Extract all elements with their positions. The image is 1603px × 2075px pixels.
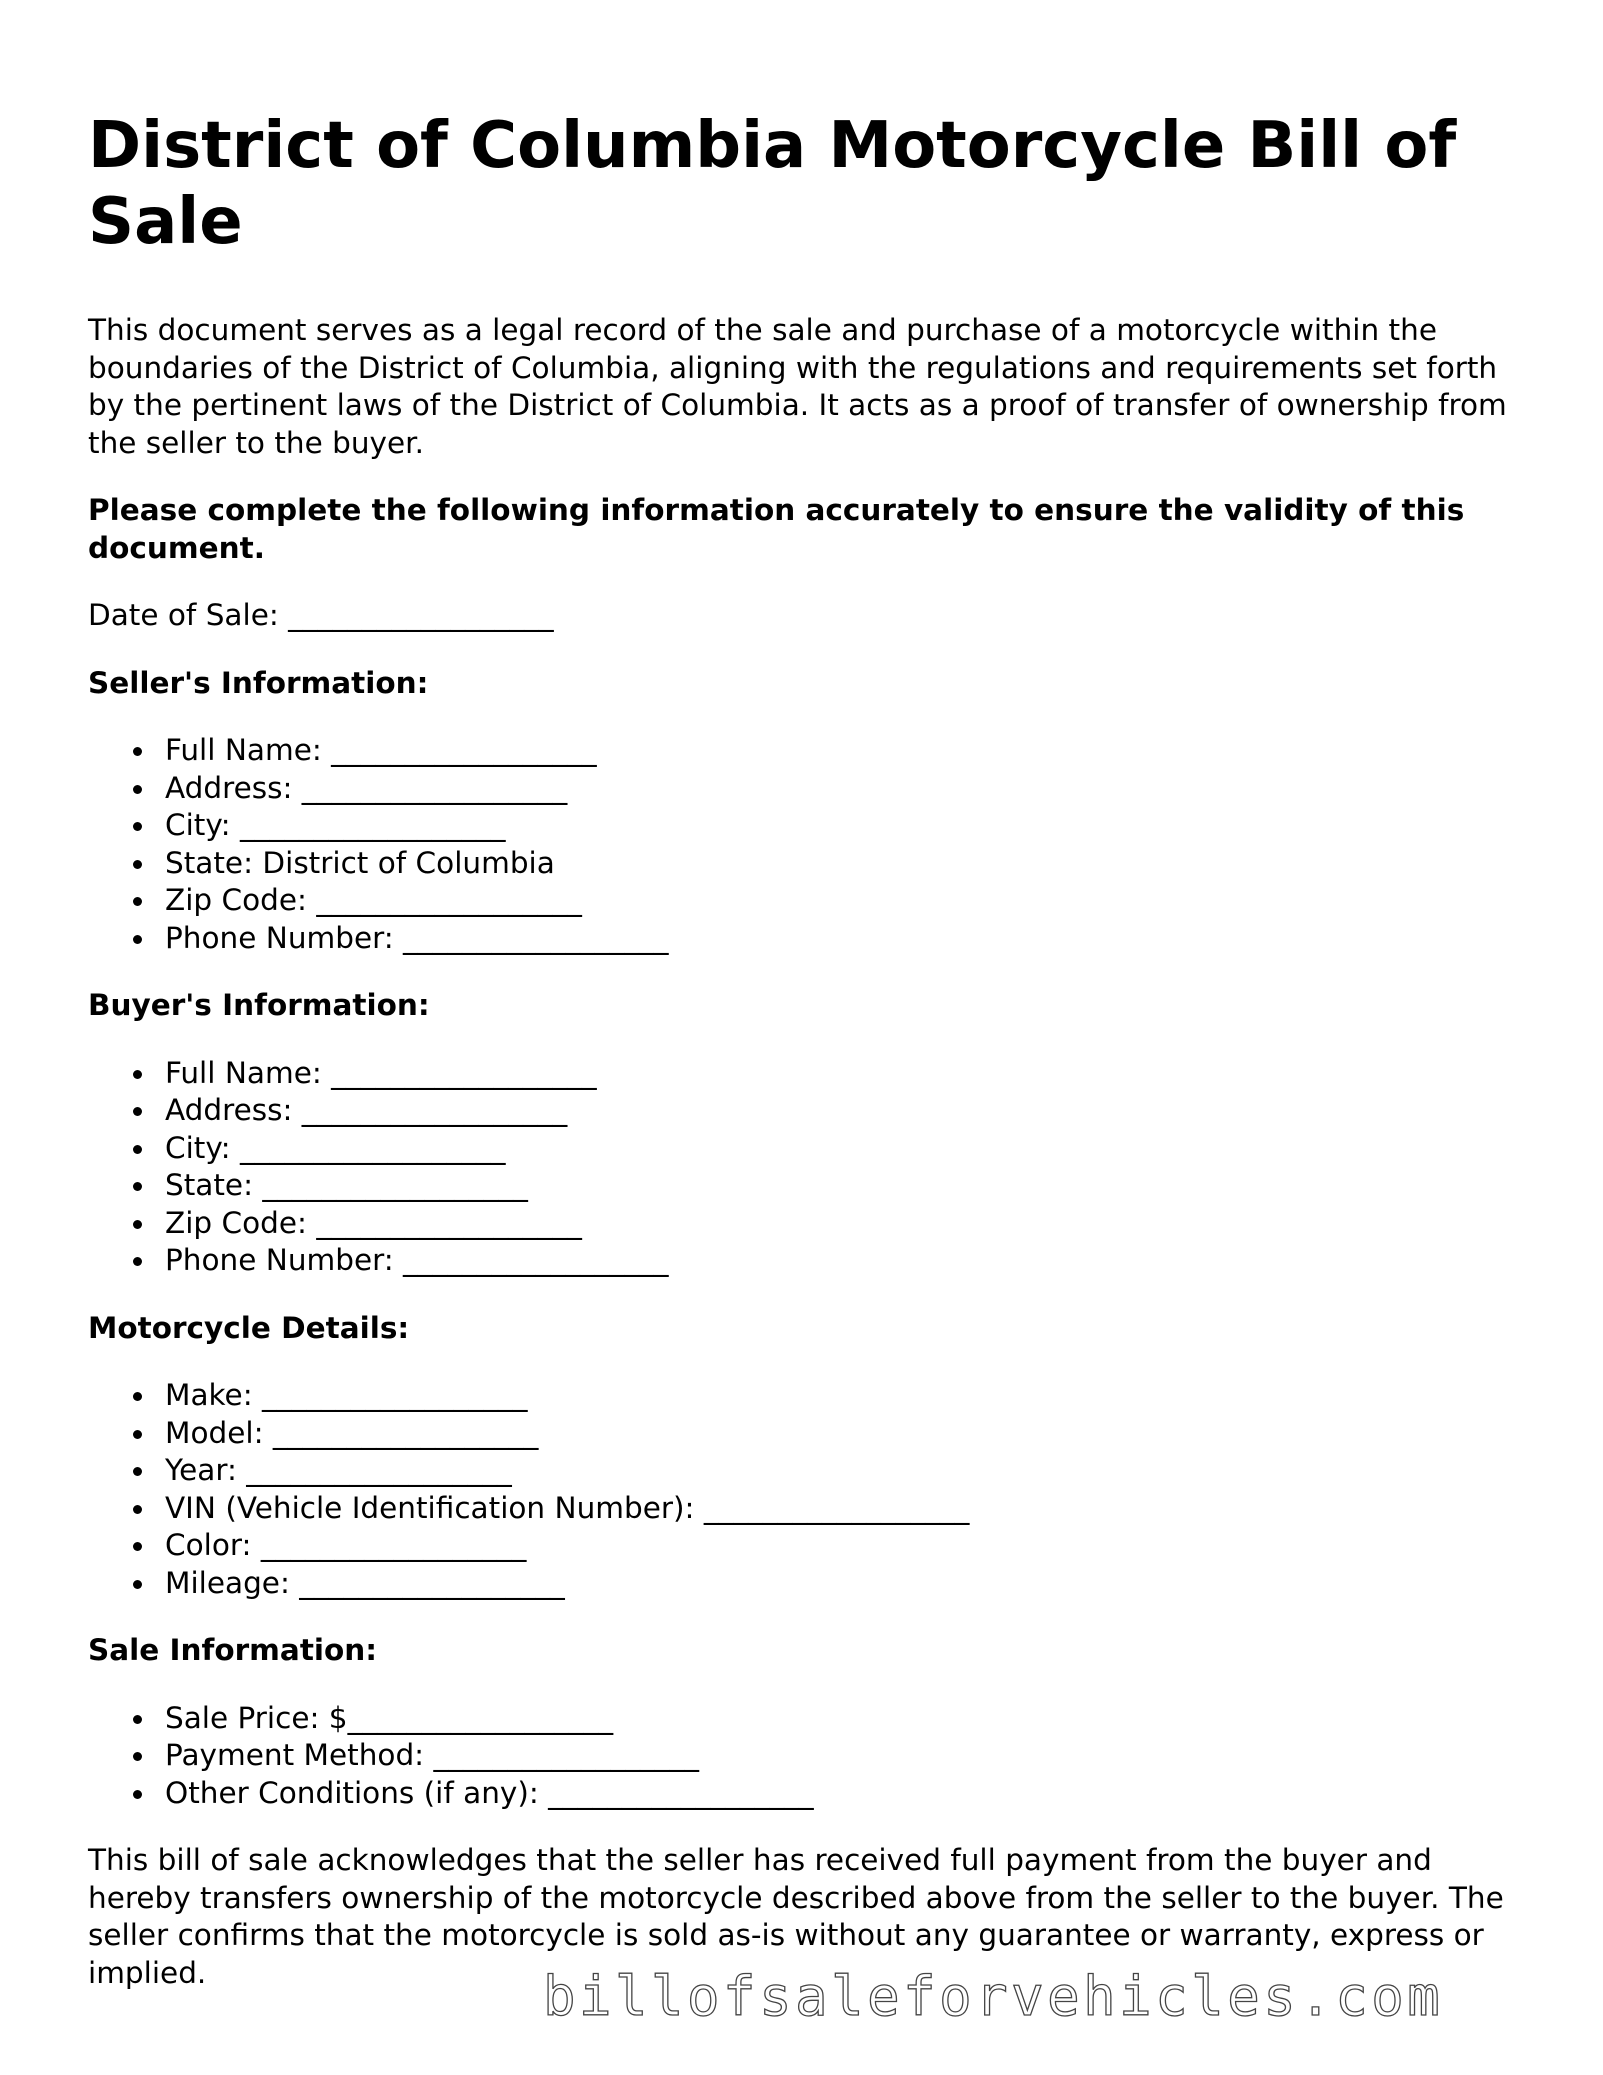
buyer-fields-list xyxy=(88,1055,1518,1280)
bullet-icon xyxy=(133,1430,142,1439)
seller-address-field: Address: __________________ xyxy=(130,770,1518,808)
seller-full-name-field: Full Name: __________________ xyxy=(130,732,1518,770)
motorcycle-mileage-field: Mileage: __________________ xyxy=(130,1565,1518,1603)
sale-price-field: Sale Price: $__________________ xyxy=(130,1700,1518,1738)
buyer-section-heading: Buyer's Information: xyxy=(88,988,430,1022)
bullet-icon xyxy=(133,1542,142,1551)
sale-section-heading: Sale Information: xyxy=(88,1633,378,1667)
intro-paragraph: This document serves as a legal record of the sale and purchase of a motorcycle within the boundaries of the District of Columbia, aligning with the regulations and requirements set forth by the pertinent laws of the District of Columbia. It acts as a proof of transfer of ownership from the seller to the buyer. xyxy=(88,313,1507,460)
seller-phone-number-field: Phone Number: __________________ xyxy=(130,920,1518,958)
document-page xyxy=(88,108,1518,1992)
motorcycle-year-field: Year: __________________ xyxy=(130,1452,1518,1490)
seller-fields-list xyxy=(88,732,1518,957)
seller-zip-code-field: Zip Code: __________________ xyxy=(130,882,1518,920)
buyer-full-name-field: Full Name: __________________ xyxy=(130,1055,1518,1093)
instruction-text: Please complete the following information accurately to ensure the validity of this document. xyxy=(88,493,1465,565)
bullet-icon xyxy=(133,1070,142,1079)
bullet-icon xyxy=(133,1182,142,1191)
seller-state-field: State: District of Columbia xyxy=(130,845,1518,883)
bullet-icon xyxy=(133,785,142,794)
sale-fields-list xyxy=(88,1700,1518,1813)
buyer-state-field: State: __________________ xyxy=(130,1167,1518,1205)
bullet-icon xyxy=(133,1505,142,1514)
seller-city-field: City: __________________ xyxy=(130,807,1518,845)
buyer-zip-code-field: Zip Code: __________________ xyxy=(130,1205,1518,1243)
bullet-icon xyxy=(133,935,142,944)
watermark: billofsaleforvehicles.com xyxy=(543,1965,1444,2028)
motorcycle-fields-list xyxy=(88,1377,1518,1602)
bullet-icon xyxy=(133,1107,142,1116)
bullet-icon xyxy=(133,747,142,756)
motorcycle-section-heading: Motorcycle Details: xyxy=(88,1310,410,1345)
bullet-icon xyxy=(133,1790,142,1799)
bullet-icon xyxy=(133,822,142,831)
payment-method-field: Payment Method: __________________ xyxy=(130,1737,1518,1775)
motorcycle-make-field: Make: __________________ xyxy=(130,1377,1518,1415)
bullet-icon xyxy=(133,1145,142,1154)
buyer-address-field: Address: __________________ xyxy=(130,1092,1518,1130)
bullet-icon xyxy=(133,860,142,869)
bullet-icon xyxy=(133,1467,142,1476)
bullet-icon xyxy=(133,1715,142,1724)
motorcycle-vin-field: VIN (Vehicle Identification Number): __________________ xyxy=(130,1490,1518,1528)
bullet-icon xyxy=(133,1580,142,1589)
document-title: District of Columbia Motorcycle Bill of Sale xyxy=(88,109,1457,259)
motorcycle-color-field: Color: __________________ xyxy=(130,1527,1518,1565)
date-of-sale-field: Date of Sale: __________________ xyxy=(88,598,554,632)
buyer-phone-number-field: Phone Number: __________________ xyxy=(130,1242,1518,1280)
bullet-icon xyxy=(133,1220,142,1229)
motorcycle-model-field: Model: __________________ xyxy=(130,1415,1518,1453)
bullet-icon xyxy=(133,897,142,906)
bullet-icon xyxy=(133,1752,142,1761)
other-conditions-field: Other Conditions (if any): __________________ xyxy=(130,1775,1518,1813)
bullet-icon xyxy=(133,1257,142,1266)
closing-paragraph: This bill of sale acknowledges that the seller has received full payment from the buyer and hereby transfers ownership of the motorcycle described above from the seller to the buyer. The seller confirms that the motorcycle is sold as-is without any guarantee or warranty, express or implied. xyxy=(88,1843,1504,1990)
bullet-icon xyxy=(133,1392,142,1401)
seller-section-heading: Seller's Information: xyxy=(88,665,429,700)
buyer-city-field: City: __________________ xyxy=(130,1130,1518,1168)
